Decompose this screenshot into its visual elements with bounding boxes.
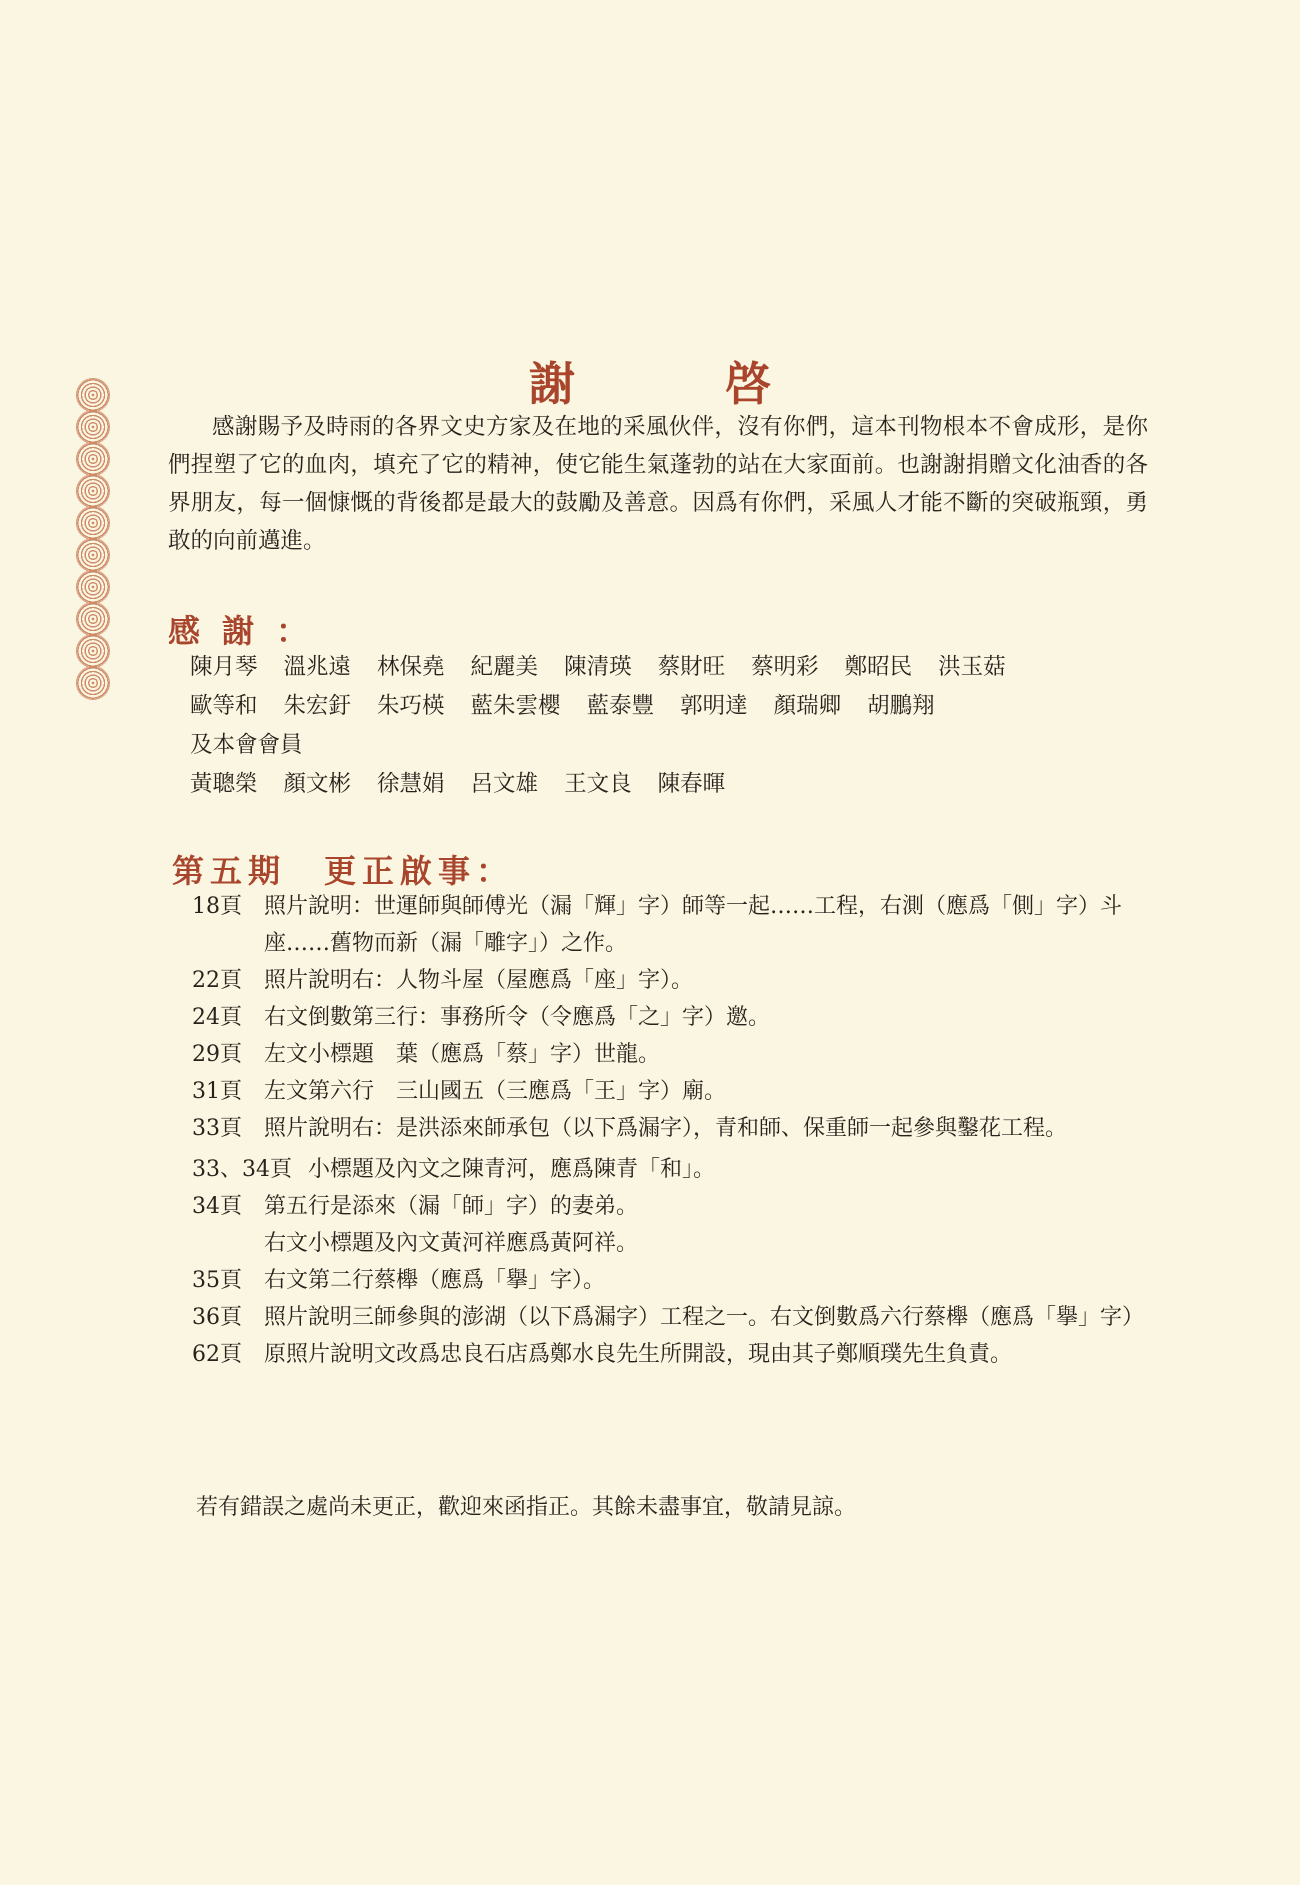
name: 郭明達 xyxy=(680,693,748,719)
thanks-heading: 感謝： xyxy=(168,612,331,650)
ornament-circle-icon xyxy=(76,410,110,444)
correction-entry xyxy=(192,1225,1152,1262)
correction-page xyxy=(192,1225,264,1262)
page-title: 謝 啓 xyxy=(529,357,823,411)
thanks-names xyxy=(190,648,1032,804)
ornament-circle-icon xyxy=(76,442,110,476)
correction-text: 左文第六行 三山國五（三應爲「王」字）廟。 xyxy=(264,1079,727,1104)
correction-page: 34頁 xyxy=(192,1194,242,1219)
correction-text: 照片說明右：人物斗屋（屋應爲「座」字）。 xyxy=(264,968,694,993)
name: 呂文雄 xyxy=(470,771,539,797)
corrections-heading: 第五期 更正啟事： xyxy=(172,852,515,890)
name: 藍朱雲櫻 xyxy=(470,693,561,719)
name: 蔡財旺 xyxy=(657,654,726,680)
correction-entry xyxy=(192,888,1152,962)
correction-entry xyxy=(192,1073,1152,1110)
ornament-circle-icon xyxy=(76,602,110,636)
correction-entry xyxy=(192,962,1152,999)
names-row-3 xyxy=(190,765,1032,804)
correction-entry xyxy=(192,1151,1152,1188)
name: 朱宏釪 xyxy=(283,693,352,719)
correction-entry xyxy=(192,1336,1152,1373)
correction-text: 右文小標題及內文黃河祥應爲黃阿祥。 xyxy=(264,1231,639,1256)
name: 陳月琴 xyxy=(190,654,258,680)
ornament-circle-icon xyxy=(76,570,110,604)
name: 藍泰豐 xyxy=(586,693,655,719)
correction-page: 62頁 xyxy=(192,1342,242,1367)
ornament-circle-icon xyxy=(76,634,110,668)
name: 鄭昭民 xyxy=(844,654,913,680)
correction-page: 35頁 xyxy=(192,1268,242,1293)
correction-page: 29頁 xyxy=(192,1042,242,1067)
correction-text: 第五行是添來（漏「師」字）的妻弟。 xyxy=(264,1194,639,1219)
correction-page: 33頁 xyxy=(192,1116,242,1141)
name: 蔡明彩 xyxy=(751,654,819,680)
correction-entry xyxy=(192,1299,1152,1336)
name: 陳春暉 xyxy=(657,771,726,797)
correction-page: 22頁 xyxy=(192,968,242,993)
correction-text: 小標題及內文之陳青河，應爲陳青「和」。 xyxy=(308,1157,716,1182)
ornament-circle-icon xyxy=(76,474,110,508)
correction-text: 照片說明右：是洪添來師承包（以下爲漏字），青和師、保重師一起參與鑿花工程。 xyxy=(264,1116,1068,1141)
names-row-2 xyxy=(190,687,1032,726)
footer-note: 若有錯誤之處尚未更正，歡迎來函指正。其餘未盡事宜，敬請見諒。 xyxy=(196,1495,857,1520)
correction-page: 31頁 xyxy=(192,1079,242,1104)
name: 徐慧娟 xyxy=(377,771,445,797)
correction-text: 右文倒數第三行：事務所令（令應爲「之」字）邀。 xyxy=(264,1005,771,1030)
ornament-circle-icon xyxy=(76,506,110,540)
correction-entry xyxy=(192,1110,1152,1147)
correction-text: 照片說明三師參與的澎湖（以下爲漏字）工程之一。右文倒數爲六行蔡櫸（應爲「擧」字） xyxy=(264,1305,1145,1330)
corrections-list xyxy=(192,888,1152,1373)
correction-text: 右文第二行蔡櫸（應爲「擧」字）。 xyxy=(264,1268,606,1293)
name: 陳清瑛 xyxy=(564,654,632,680)
correction-page: 24頁 xyxy=(192,1005,242,1030)
correction-text: 原照片說明文改爲忠良石店爲鄭水良先生所開設，現由其子鄭順璞先生負責。 xyxy=(264,1342,1013,1367)
correction-page: 36頁 xyxy=(192,1305,242,1330)
name: 胡鵬翔 xyxy=(867,693,935,719)
name: 顏文彬 xyxy=(283,771,352,797)
names-row-1 xyxy=(190,648,1032,687)
name: 歐等和 xyxy=(190,693,258,719)
correction-entry xyxy=(192,1036,1152,1073)
name: 黃聰榮 xyxy=(190,771,258,797)
correction-text: 左文小標題 葉（應爲「蔡」字）世龍。 xyxy=(264,1042,661,1067)
name: 林保堯 xyxy=(377,654,445,680)
name: 溫兆遠 xyxy=(283,654,352,680)
members-label: 及本會會員 xyxy=(190,732,303,758)
name: 朱巧楧 xyxy=(377,693,445,719)
name: 顏瑞卿 xyxy=(773,693,842,719)
correction-text: 照片說明：世運師與師傅光（漏「輝」字）師等一起……工程，右測（應爲「側」字）斗座……舊物而新（漏「雕字」）之作。 xyxy=(264,894,1123,956)
name: 紀麗美 xyxy=(470,654,539,680)
intro-paragraph: 感謝賜予及時雨的各界文史方家及在地的采風伙伴，沒有你們，這本刊物根本不會成形，是你們捏塑了它的血肉，填充了它的精神，使它能生氣蓬勃的站在大家面前。也謝謝捐贈文化油香的各界朋友，每一個慷慨的背後都是最大的鼓勵及善意。因爲有你們，采風人才能不斷的突破瓶頸，勇敢的向前邁進。 xyxy=(168,414,1148,554)
correction-page: 18頁 xyxy=(192,894,242,919)
correction-entry xyxy=(192,1188,1152,1225)
decorative-circle-border xyxy=(76,378,112,698)
name: 洪玉菇 xyxy=(938,654,1006,680)
ornament-circle-icon xyxy=(76,666,110,700)
correction-page: 33、34頁 xyxy=(192,1157,292,1182)
name: 王文良 xyxy=(564,771,632,797)
ornament-circle-icon xyxy=(76,538,110,572)
correction-entry xyxy=(192,1262,1152,1299)
correction-entry xyxy=(192,999,1152,1036)
